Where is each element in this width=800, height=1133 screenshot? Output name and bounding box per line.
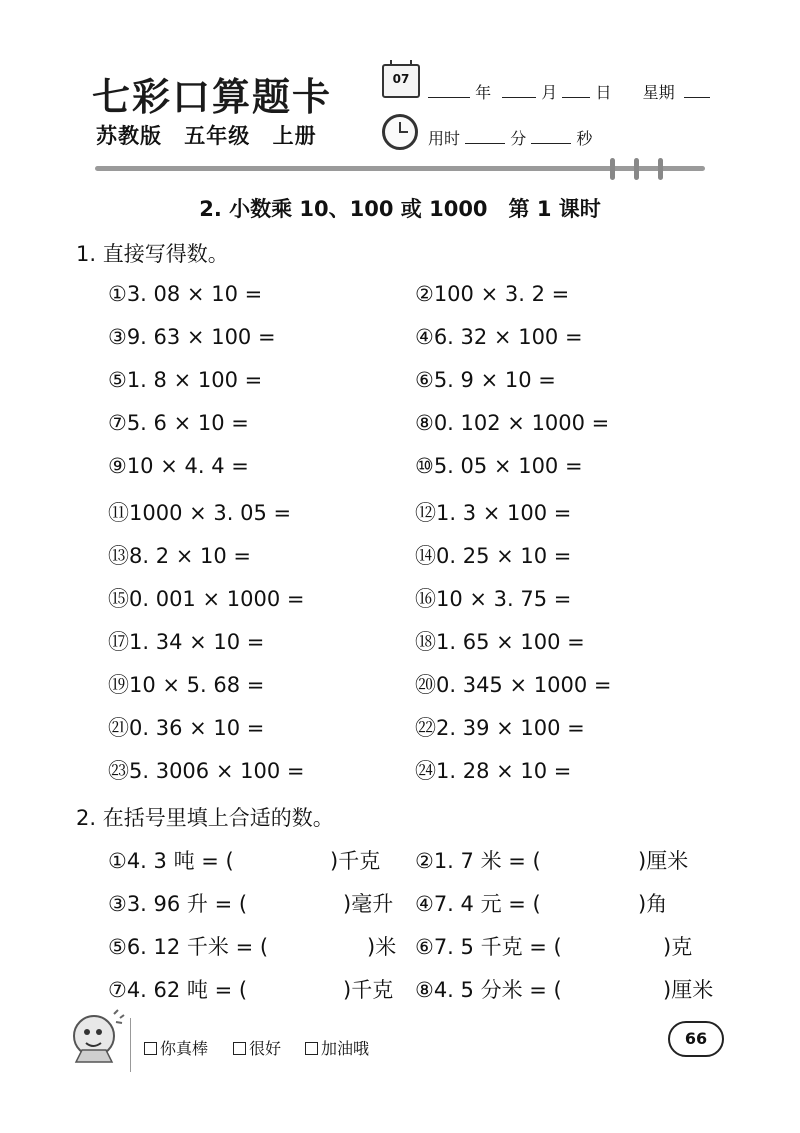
calendar-day: 07 — [392, 72, 410, 86]
calc-item: ⑧0. 102 × 1000 = — [415, 411, 610, 435]
fill-item-unit: )千克 — [330, 849, 381, 873]
checkbox-icon[interactable] — [144, 1042, 157, 1055]
checkbox-icon[interactable] — [305, 1042, 318, 1055]
fill-item-left: ⑦4. 62 吨 = ( — [108, 978, 248, 1002]
calc-item: ⑤1. 8 × 100 = — [108, 368, 263, 392]
section2-heading: 2. 在括号里填上合适的数。 — [76, 806, 334, 830]
calc-item: ⑯10 × 3. 75 = — [415, 587, 572, 611]
second-label: 秒 — [576, 129, 593, 148]
rating-option-1[interactable] — [144, 1036, 208, 1059]
weekday-label: 星期 — [642, 83, 675, 102]
fill-item-unit: )厘米 — [638, 849, 689, 873]
fill-item-left: ⑤6. 12 千米 = ( — [108, 935, 269, 959]
time-fields — [428, 126, 592, 149]
minute-blank[interactable] — [465, 129, 505, 144]
rating-option-3[interactable] — [305, 1036, 369, 1059]
calc-item: ⑰1. 34 × 10 = — [108, 630, 265, 654]
fill-item-unit: )毫升 — [343, 892, 394, 916]
year-label: 年 — [475, 83, 492, 102]
calc-item: ⑱1. 65 × 100 = — [415, 630, 585, 654]
page-number: 66 — [668, 1021, 724, 1057]
rating-option-2[interactable] — [233, 1036, 281, 1059]
month-blank[interactable] — [502, 83, 536, 98]
fill-item-unit: )克 — [663, 935, 693, 959]
calc-item: ㉒2. 39 × 100 = — [415, 716, 585, 740]
calc-item: ⑫1. 3 × 100 = — [415, 501, 572, 525]
calc-item: ㉓5. 3006 × 100 = — [108, 759, 305, 783]
edition-label: 苏教版 五年级 上册 — [96, 124, 317, 148]
minute-label: 分 — [510, 129, 527, 148]
calc-item: ⑳0. 345 × 1000 = — [415, 673, 612, 697]
calc-item: ⑩5. 05 × 100 = — [415, 454, 583, 478]
calc-item: ①3. 08 × 10 = — [108, 282, 263, 306]
calc-item: ⑪1000 × 3. 05 = — [108, 501, 292, 525]
fill-item-unit: )千克 — [343, 978, 394, 1002]
second-blank[interactable] — [531, 129, 571, 144]
clock-icon — [382, 114, 418, 150]
month-label: 月 — [541, 83, 558, 102]
calc-item: ③9. 63 × 100 = — [108, 325, 276, 349]
calc-item: ㉑0. 36 × 10 = — [108, 716, 265, 740]
rating-label: 加油哦 — [321, 1039, 370, 1058]
calc-item: ⑨10 × 4. 4 = — [108, 454, 249, 478]
fill-item-left: ⑥7. 5 千克 = ( — [415, 935, 562, 959]
lesson-title: 2. 小数乘 10、100 或 1000 第 1 课时 — [199, 197, 601, 221]
binder-clip-icon — [634, 158, 639, 180]
mascot-icon — [66, 1006, 128, 1068]
day-label: 日 — [595, 83, 612, 102]
calc-item: ⑥5. 9 × 10 = — [415, 368, 556, 392]
calc-item: ②100 × 3. 2 = — [415, 282, 570, 306]
fill-item-unit: )米 — [367, 935, 397, 959]
fill-item-left: ③3. 96 升 = ( — [108, 892, 248, 916]
rating-label: 你真棒 — [160, 1039, 209, 1058]
calc-item: ⑬8. 2 × 10 = — [108, 544, 252, 568]
calc-item: ㉔1. 28 × 10 = — [415, 759, 572, 783]
fill-item-unit: )角 — [638, 892, 668, 916]
fill-item-left: ④7. 4 元 = ( — [415, 892, 541, 916]
binder-clip-icon — [610, 158, 615, 180]
footer-divider — [130, 1018, 131, 1072]
section1-heading: 1. 直接写得数。 — [76, 242, 229, 266]
fill-item-left: ①4. 3 吨 = ( — [108, 849, 234, 873]
fill-item-left: ⑧4. 5 分米 = ( — [415, 978, 562, 1002]
fill-item-unit: )厘米 — [663, 978, 714, 1002]
binder-clip-icon — [658, 158, 663, 180]
brand-title: 七彩口算题卡 — [92, 74, 333, 119]
day-blank[interactable] — [562, 83, 590, 98]
year-blank[interactable] — [428, 83, 470, 98]
weekday-blank[interactable] — [684, 83, 710, 98]
calc-item: ⑲10 × 5. 68 = — [108, 673, 265, 697]
fill-item-left: ②1. 7 米 = ( — [415, 849, 541, 873]
calc-item: ⑮0. 001 × 1000 = — [108, 587, 305, 611]
checkbox-icon[interactable] — [233, 1042, 246, 1055]
date-fields — [428, 80, 710, 103]
calc-item: ⑭0. 25 × 10 = — [415, 544, 572, 568]
calc-item: ④6. 32 × 100 = — [415, 325, 583, 349]
calc-item: ⑦5. 6 × 10 = — [108, 411, 249, 435]
calendar-icon — [382, 64, 420, 98]
rating-label: 很好 — [249, 1039, 282, 1058]
time-used-label: 用时 — [428, 129, 461, 148]
